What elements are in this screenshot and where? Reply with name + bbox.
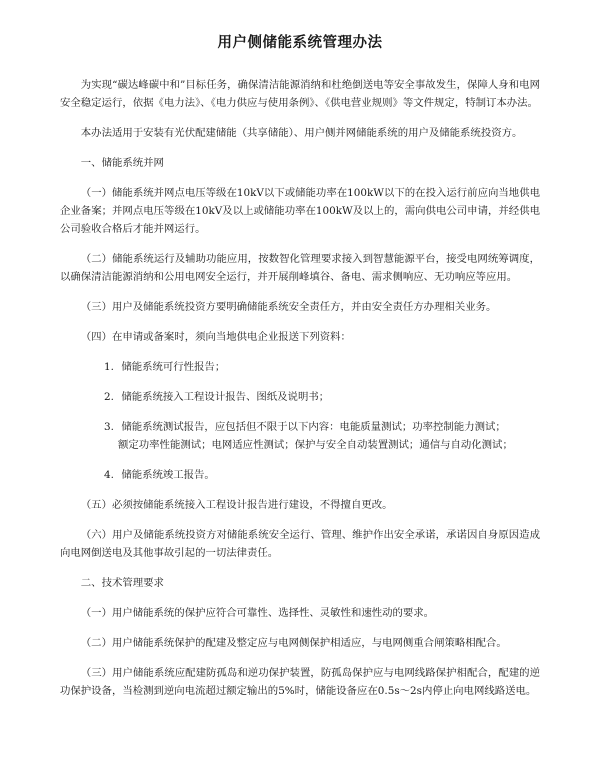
list-item-number: 4.	[104, 469, 114, 481]
section-2-paragraph-2: （二）用户储能系统保护的配建及整定应与电网侧保护相适应，与电网侧重合闸策略相配合。	[80, 637, 507, 649]
section-2-paragraph-1: （一）用户储能系统的保护应符合可靠性、选择性、灵敏性和速性动的要求。	[80, 607, 435, 619]
list-item-text: 储能系统竣工报告。	[121, 469, 215, 481]
section-1-heading: 一、储能系统并网	[80, 157, 164, 169]
list-item	[60, 388, 540, 406]
list-item-text: 储能系统接入工程设计报告、图纸及说明书；	[121, 391, 330, 403]
list-item-text: 储能系统可行性报告；	[121, 361, 226, 373]
list-item	[60, 358, 540, 376]
section-1-paragraph-6: （六）用户及储能系统投资方对储能系统安全运行、管理、维护作出安全承诺，承诺因自身原因造成向电网倒送电及其他事故引起的一切法律责任。	[60, 529, 540, 559]
intro-paragraph-1: 为实现“碳达峰碳中和”目标任务，确保清洁能源消纳和杜绝倒送电等安全事故发生，保障人身和电网安全稳定运行，依据《电力法》、《电力供应与使用条例》、《供电营业规则》等文件规定，特制订本办法。	[60, 79, 540, 109]
list-item	[60, 418, 540, 454]
document-title: 用户侧储能系统管理办法	[217, 35, 383, 51]
section-2-heading: 二、技术管理要求	[80, 577, 164, 589]
section-1-paragraph-1: （一）储能系统并网点电压等级在10kV以下或储能功率在100kW以下的在投入运行前应向当地供电企业备案；并网点电压等级在10kV及以上或储能功率在100kW及以上的，需向供电公司申请，并经供电公司验收合格后才能并网运行。	[60, 187, 540, 235]
list-item-continuation: 额定功率性能测试；电网适应性测试；保护与安全自动装置测试；通信与自动化测试；	[118, 439, 513, 451]
section-1-paragraph-5: （五）必须按储能系统接入工程设计报告进行建设，不得擅自更改。	[80, 499, 393, 511]
list-item-text: 储能系统测试报告，应包括但不限于以下内容：电能质量测试；功率控制能力测试；	[121, 421, 506, 433]
list-item-number: 3.	[104, 421, 114, 433]
section-2-paragraph-3: （三）用户储能系统应配建防孤岛和逆功保护装置，防孤岛保护应与电网线路保护相配合，配建的逆功保护设备，当检测到逆向电流超过额定输出的5%时，储能设备应在0.5s～2s内停止向电网线路送电。	[60, 667, 540, 697]
section-1-paragraph-4: （四）在申请或备案时，须向当地供电企业报送下列资料：	[80, 331, 351, 343]
section-1-paragraph-2: （二）储能系统运行及辅助功能应用，按数智化管理要求接入到智慧能源平台，接受电网统筹调度，以确保清洁能源消纳和公用电网安全运行，并开展削峰填谷、备电、需求侧响应、无功响应等应用。	[60, 253, 540, 283]
list-item-number: 1.	[104, 361, 114, 373]
section-1-paragraph-3: （三）用户及储能系统投资方要明确储能系统安全责任方，并由安全责任方办理相关业务。	[80, 301, 497, 313]
intro-paragraph-2: 本办法适用于安装有光伏配建储能（共享储能）、用户侧并网储能系统的用户及储能系统投资方。	[80, 127, 523, 139]
list-item	[60, 466, 540, 484]
list-item-number: 2.	[104, 391, 114, 403]
